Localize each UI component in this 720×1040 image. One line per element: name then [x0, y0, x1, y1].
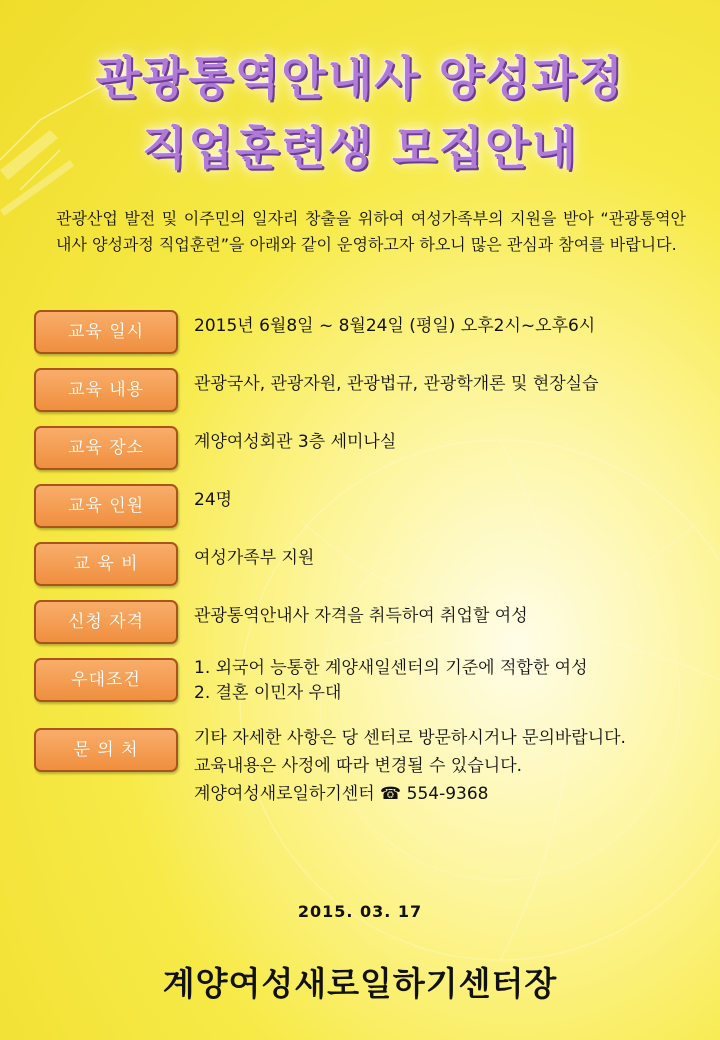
value-contact — [194, 724, 719, 808]
title-line-1: 관광통역안내사 양성과정 — [95, 51, 625, 105]
value-line: 2. 결혼 이민자 우대 — [194, 683, 342, 703]
value-eligibility — [194, 604, 719, 629]
info-row-content — [34, 368, 704, 414]
label-schedule: 교육 일시 — [34, 310, 178, 354]
info-row-schedule — [34, 310, 704, 356]
label-preference: 우대조건 — [34, 658, 178, 702]
value-fee — [194, 546, 719, 571]
value-line: 1. 외국어 능통한 계양새일센터의 기준에 적합한 여성 — [194, 658, 588, 678]
label-capacity: 교육 인원 — [34, 484, 178, 528]
label-content: 교육 내용 — [34, 368, 178, 412]
label-contact: 문 의 처 — [34, 728, 178, 772]
label-eligibility: 신청 자격 — [34, 600, 178, 644]
organization-signature: 계양여성새로일하기센터장 — [162, 964, 558, 1003]
info-row-fee — [34, 542, 704, 588]
value-line: 관광통역안내사 자격을 취득하여 취업할 여성 — [194, 606, 528, 626]
value-line: 관광국사, 관광자원, 관광법규, 관광학개론 및 현장실습 — [194, 374, 599, 394]
info-row-location — [34, 426, 704, 472]
info-row-contact — [34, 728, 704, 804]
value-line: 24명 — [194, 490, 233, 510]
label-fee: 교 육 비 — [34, 542, 178, 586]
title-line-2: 직업훈련생 모집안내 — [142, 121, 578, 175]
value-preference — [194, 656, 719, 706]
intro-paragraph: 관광산업 발전 및 이주민의 일자리 창출을 위하여 여성가족부의 지원을 받아 “관광통역안내사 양성과정 직업훈련”을 아래와 같이 운영하고자 하오니 많은 관심과 참여를 바랍니다. — [56, 209, 686, 254]
issue-date: 2015. 03. 17 — [297, 902, 423, 921]
value-capacity — [194, 488, 719, 513]
value-location — [194, 430, 719, 455]
value-line: 여성가족부 지원 — [194, 548, 315, 568]
label-location: 교육 장소 — [34, 426, 178, 470]
info-row-preference — [34, 658, 704, 704]
value-schedule — [194, 314, 719, 339]
info-row-capacity — [34, 484, 704, 530]
value-line: 계양여성새로일하기센터 ☎ 554-9368 — [194, 784, 489, 804]
value-line: 교육내용은 사정에 따라 변경될 수 있습니다. — [194, 756, 523, 776]
value-line: 기타 자세한 사항은 당 센터로 방문하시거나 문의바랍니다. — [194, 728, 626, 748]
value-line: 2015년 6월8일 ~ 8월24일 (평일) 오후2시~오후6시 — [194, 316, 596, 336]
value-content — [194, 372, 719, 397]
value-line: 계양여성회관 3층 세미나실 — [194, 432, 397, 452]
info-row-eligibility — [34, 600, 704, 646]
